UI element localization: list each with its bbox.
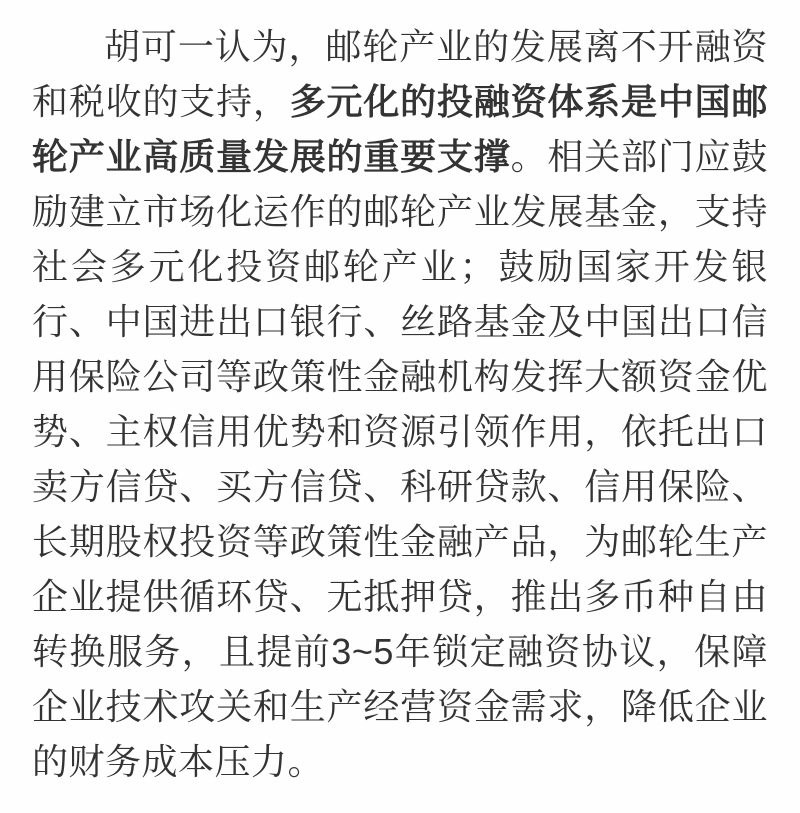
body-text: 。相关部门应鼓励建立市场化运作的邮轮产业发展基金，支持社会多元化投资邮轮产业；鼓励国家开发银行、中国进出口银行、丝路基金及中国出口信用保险公司等政策性金融机构发挥大额资金优势、主权信用优势和资源引领作用，依托出口卖方信贷、买方信贷、科研贷款、信用保险、长期股权投资等政策性金融产品，为邮轮生产企业提供循环贷、无抵押贷，推出多币种自由转换服务，且提前3~5年锁定融资协议，保障企业技术攻关和生产经营资金需求，降低企业的财务成本压力。 bbox=[32, 136, 768, 782]
article-paragraph bbox=[32, 19, 768, 789]
emphasis-text: 多元化的投融资体系是中国邮轮产业高质量发展的重要支撑 bbox=[32, 81, 768, 177]
body-text: 胡可一认为，邮轮产业的发展离不开融资和税收的支持， bbox=[32, 26, 768, 122]
